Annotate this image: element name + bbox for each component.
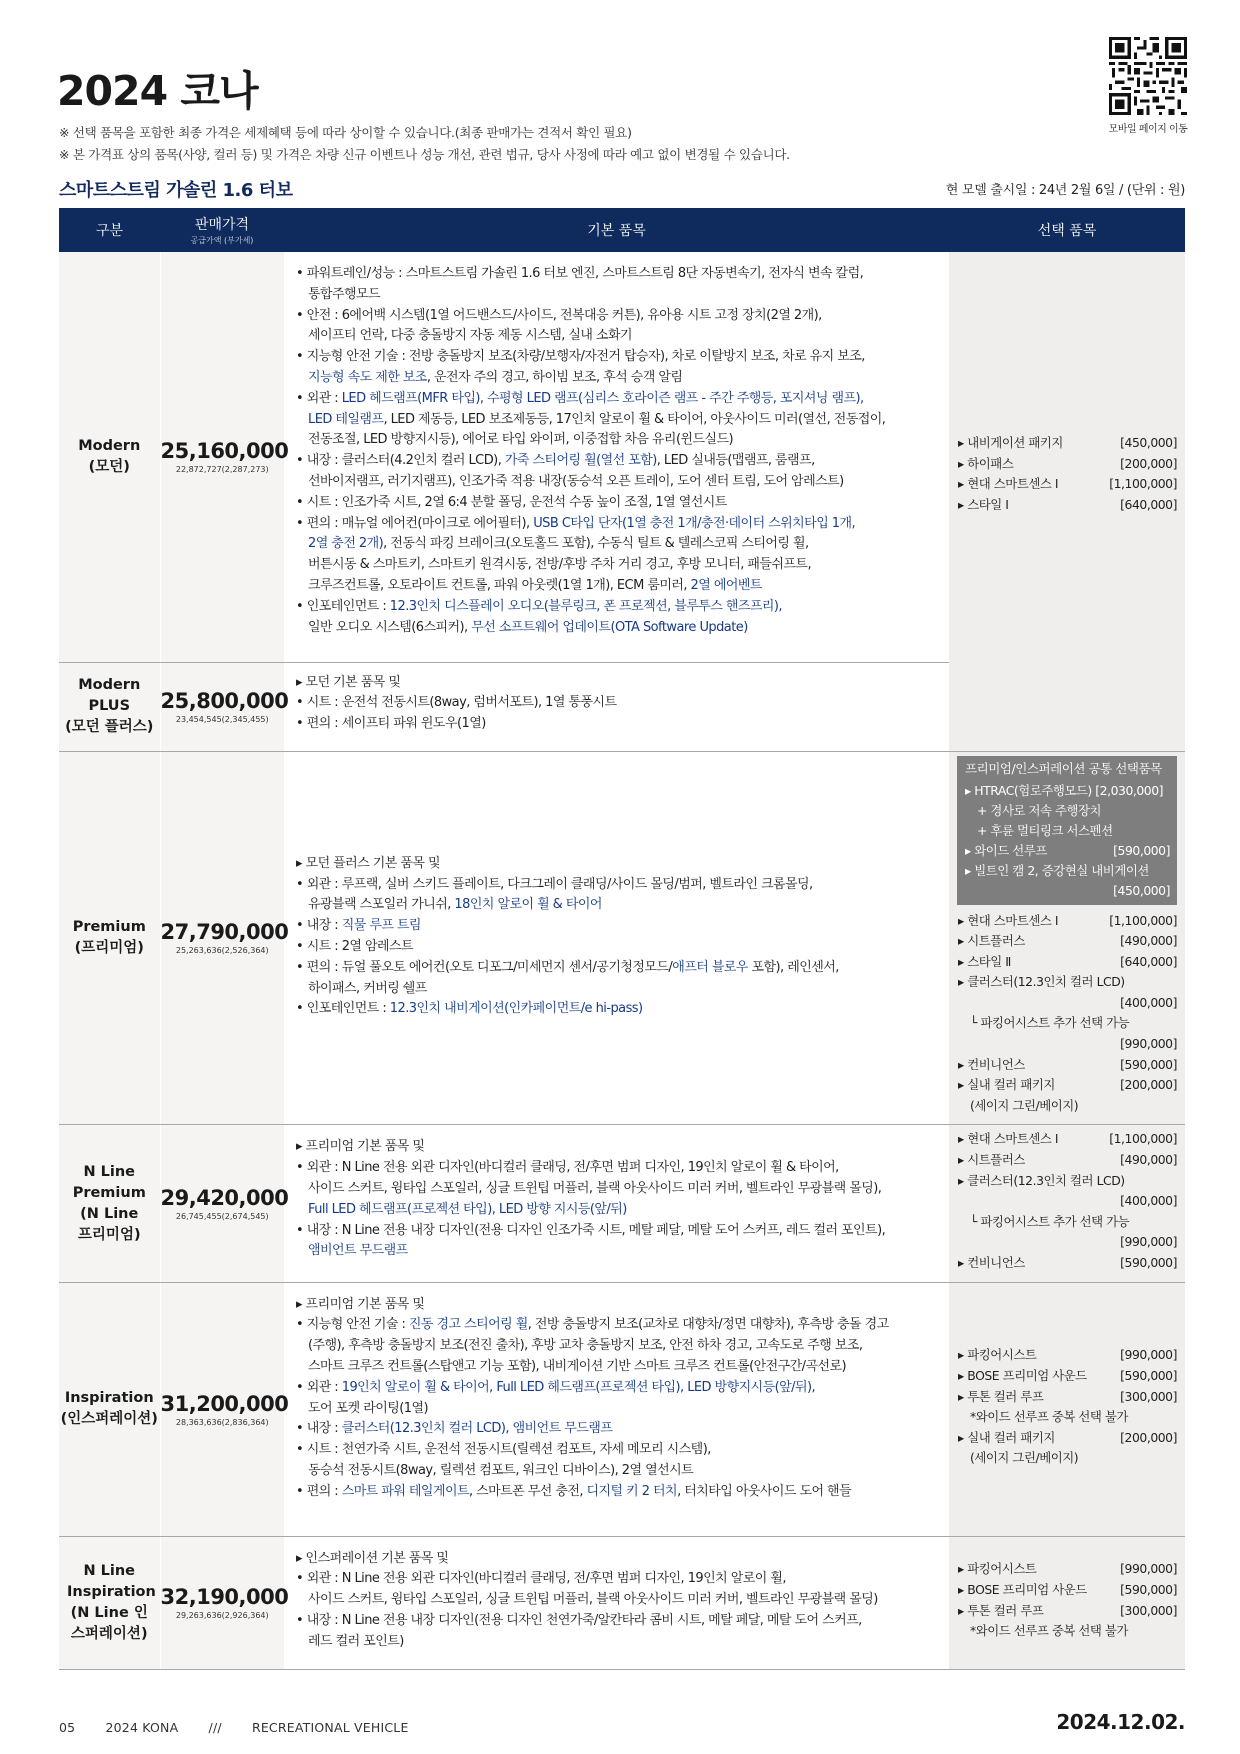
option-item[interactable]: [958, 931, 1177, 952]
common-options-title: 프리미엄/인스퍼레이션 공통 선택품목: [965, 760, 1162, 776]
option-label: ▸ 스타일 Ⅰ: [958, 496, 1009, 512]
basic-list: [296, 264, 935, 638]
table-row-premium: [59, 751, 1185, 1125]
basic-line: (주행), 후측방 충돌방지 보조(전진 출차), 후방 교차 충돌방지 보조, 안전 하차 경고, 고속도로 주행 보조,: [308, 1338, 863, 1354]
option-item[interactable]: [958, 1580, 1177, 1601]
notes: [59, 122, 790, 166]
price-main: 32,190,000: [160, 1585, 289, 1610]
basic-text: • 외관 :: [296, 1379, 342, 1395]
option-label: ▸ BOSE 프리미엄 사운드: [958, 1367, 1087, 1383]
trim-name-en: Inspiration: [64, 1390, 154, 1407]
basic-line: [296, 451, 935, 472]
basic-line: 세이프티 언락, 다중 충돌방지 자동 제동 시스템, 실내 소화기: [308, 328, 633, 344]
highlight-text: 2열 충전 2개): [308, 536, 384, 552]
option-list: [949, 433, 1185, 569]
highlight-text: 12.3인치 디스플레이 오디오(블루링크, 폰 프로젝션, 블루투스 핸즈프리),: [389, 598, 782, 614]
option-items: [949, 1536, 1185, 1669]
option-item[interactable]: ▸ 클러스터(12.3인치 컬러 LCD): [958, 974, 1125, 990]
option-item[interactable]: ▸ 클러스터(12.3인치 컬러 LCD): [958, 1172, 1125, 1188]
trim-name-ko: (프리미엄): [74, 939, 144, 956]
option-price: [200,000]: [1120, 1077, 1177, 1093]
trim-price: [160, 252, 289, 662]
option-item[interactable]: [958, 495, 1177, 516]
option-note: *와이드 선루프 중복 선택 불가: [970, 1623, 1128, 1639]
option-label: ▸ 시트플러스: [958, 933, 1025, 949]
basic-items: [284, 751, 949, 1125]
option-price: [1,100,000]: [1109, 476, 1177, 492]
basic-text: • 편의 : 매뉴얼 에어컨(마이크로 에어필터),: [296, 515, 534, 531]
option-item[interactable]: [958, 952, 1177, 973]
option-label: ▸ 현대 스마트센스 Ⅰ: [958, 1131, 1059, 1147]
option-sub: + 후륜 멀티링크 서스펜션: [977, 822, 1113, 838]
trim-name-ko: (모던): [88, 458, 130, 475]
trim-name: [59, 1536, 160, 1669]
basic-line: • 외관 : 루프랙, 실버 스키드 플레이트, 다크그레이 클래딩/사이드 몰딩/범퍼, 벨트라인 크롬몰딩,: [296, 876, 813, 892]
basic-line: 버튼시동 & 스마트키, 스마트키 원격시동, 전방/후방 주차 거리 경고, 후방 모니터, 패들쉬프트,: [308, 557, 812, 573]
basic-line: • 시트 : 운전석 전동시트(8way, 럼버서포트), 1열 통풍시트: [296, 695, 617, 711]
basic-items: [284, 662, 949, 751]
option-note: └ 파킹어시스트 추가 선택 가능: [970, 1213, 1130, 1229]
option-price: [590,000]: [1113, 842, 1170, 858]
basic-line: 사이드 스커트, 윙타입 스포일러, 싱글 트윈팁 머플러, 블랙 아웃사이드 미러 커버, 벨트라인 무광블랙 몰딩),: [308, 1181, 882, 1197]
price-supply: 26,745,455(2,674,545): [175, 1212, 269, 1222]
option-item[interactable]: [958, 433, 1177, 454]
price-supply: 29,263,636(2,926,364): [175, 1611, 269, 1621]
common-options-box: [957, 756, 1177, 905]
highlight-text: 가죽 스티어링 휠(열선 포함): [504, 453, 657, 469]
trim-name-ko: (N Line 인스퍼레이션): [70, 1604, 148, 1642]
option-price: [1,100,000]: [1109, 912, 1177, 928]
highlight-text: 지능형 속도 제한 보조: [308, 369, 427, 385]
basic-list: [296, 1137, 935, 1262]
trim-name-ko: (인스퍼레이션): [60, 1411, 158, 1428]
option-price: [990,000]: [1120, 1347, 1177, 1363]
basic-line: [296, 1482, 935, 1503]
price-supply: 23,454,545(2,345,455): [175, 715, 269, 724]
header-price: [160, 208, 284, 252]
option-item[interactable]: [965, 841, 1170, 861]
option-list: [949, 911, 1185, 1125]
option-price: [200,000]: [1120, 455, 1177, 471]
basic-line: [296, 368, 935, 389]
option-label: ▸ 파킹어시스트: [958, 1347, 1037, 1363]
basic-line: 전동조절, LED 방향지시등), 에어로 타입 와이퍼, 이중접합 차음 유리(윈드실드): [308, 432, 734, 448]
basic-text: , 운전자 주의 경고, 하이빔 보조, 후석 승객 알림: [426, 369, 683, 385]
basic-text: • 내장 :: [296, 918, 342, 934]
option-label: ▸ 현대 스마트센스 Ⅰ: [958, 476, 1059, 492]
basic-line: 동승석 전동시트(8way, 릴렉션 컴포트, 워크인 디바이스), 2열 열선시트: [308, 1462, 694, 1478]
table-header-row: [59, 208, 1185, 252]
basic-line: ▸ 프리미엄 기본 품목 및: [296, 1139, 425, 1155]
basic-line: [296, 958, 935, 979]
basic-line: [296, 576, 935, 597]
basic-line: • 시트 : 천연가죽 시트, 운전석 전동시트(릴렉션 컴포트, 자세 메모리 시스템),: [296, 1442, 711, 1458]
header-basic: 기본 품목: [284, 208, 949, 252]
highlight-text: 스마트 파워 테일게이트: [341, 1483, 469, 1499]
option-item[interactable]: [958, 911, 1177, 932]
basic-line: • 편의 : 세이프티 파워 윈도우(1열): [296, 716, 486, 732]
basic-items: [284, 252, 949, 662]
option-label: ▸ 현대 스마트센스 Ⅰ: [958, 912, 1059, 928]
basic-text: , 전방 충돌방지 보조(교차로 대향차/정면 대향차), 후측방 충돌 경고: [527, 1317, 889, 1333]
footer-separator: ///: [208, 1720, 222, 1735]
basic-list: [296, 673, 935, 735]
highlight-text: 앰비언트 무드램프: [308, 1243, 408, 1259]
option-items: [949, 252, 1185, 751]
option-price: [200,000]: [1120, 1429, 1177, 1445]
option-label: ▸ 스타일 Ⅱ: [958, 953, 1011, 969]
option-items: [949, 1282, 1185, 1536]
option-items: [949, 751, 1185, 1125]
highlight-text: 디지털 키 2 터치: [586, 1483, 678, 1499]
option-list: [949, 1341, 1185, 1477]
option-label: ▸ 파킹어시스트: [958, 1561, 1037, 1577]
highlight-text: LED 테일램프: [308, 411, 384, 427]
trim-name: [59, 1282, 160, 1536]
highlight-text: 진동 경고 스티어링 휠: [408, 1317, 528, 1333]
trim-name: [59, 1125, 160, 1282]
trim-name: [59, 751, 160, 1125]
option-price: [590,000]: [1120, 1367, 1177, 1383]
option-item[interactable]: ▸ HTRAC(험로주행모드) [2,030,000]: [965, 782, 1164, 798]
option-price: [590,000]: [1120, 1056, 1177, 1072]
option-price: [400,000]: [1120, 1193, 1177, 1209]
option-label: ▸ 와이드 선루프: [965, 842, 1047, 858]
basic-line: [296, 534, 935, 555]
option-item[interactable]: [958, 1366, 1177, 1387]
basic-line: 레드 컬러 포인트): [308, 1633, 404, 1649]
option-item[interactable]: [958, 1428, 1177, 1449]
highlight-text: 클러스터(12.3인치 컬러 LCD), 앰비언트 무드램프: [341, 1421, 613, 1437]
footer: [59, 1720, 435, 1735]
basic-line: [296, 1419, 935, 1440]
note-1: ※ 선택 품목을 포함한 최종 가격은 세제혜택 등에 따라 상이할 수 있습니다.(최종 판매가는 견적서 확인 필요): [59, 125, 632, 140]
page-title: 2024 코나: [57, 67, 258, 115]
trim-price: [160, 751, 289, 1125]
highlight-text: 12.3인치 내비게이션(인카페이먼트/e hi-pass): [389, 1001, 643, 1017]
basic-text: • 편의 : 듀얼 풀오토 에어컨(오토 디포그/미세먼지 센서/공기청정모드/: [296, 959, 673, 975]
basic-line: [296, 1315, 935, 1336]
option-item[interactable]: [958, 1129, 1177, 1150]
table-row-nline-premium: [59, 1125, 1185, 1282]
basic-line: • 시트 : 인조가죽 시트, 2열 6:4 분할 폴딩, 운전석 수동 높이 조절, 1열 열선시트: [296, 494, 727, 510]
basic-text: • 인포테인먼트 :: [296, 598, 390, 614]
trim-name-en: N Line Premium: [72, 1163, 146, 1201]
option-price: [640,000]: [1120, 496, 1177, 512]
trim-price: [160, 1125, 289, 1282]
basic-line: • 외관 : N Line 전용 외관 디자인(바디컬러 클래딩, 전/후면 범퍼 디자인, 19인치 알로이 휠 & 타이어,: [296, 1160, 839, 1176]
option-label: ▸ 투톤 컬러 루프: [958, 1602, 1044, 1618]
trim-name-ko: (N Line 프리미엄): [77, 1205, 141, 1243]
basic-line: [296, 916, 935, 937]
highlight-text: 무선 소프트웨어 업데이트(OTA Software Update): [471, 619, 748, 635]
basic-text: • 내장 :: [296, 1421, 342, 1437]
option-label: ▸ 실내 컬러 패키지: [958, 1077, 1055, 1093]
option-list: [949, 1125, 1185, 1281]
option-item[interactable]: [958, 1055, 1177, 1076]
footer-date: 2024.12.02.: [1056, 1710, 1185, 1734]
highlight-text: Full LED 헤드램프(프로젝션 타입), LED 방향 지시등(앞/뒤): [308, 1201, 627, 1217]
option-item[interactable]: [958, 1150, 1177, 1171]
basic-text: , 전동식 파킹 브레이크(오토홀드 포함), 수동식 틸트 & 텔레스코픽 스티어링 휠,: [383, 536, 809, 552]
price-main: 27,790,000: [160, 920, 289, 945]
option-price: [640,000]: [1120, 953, 1177, 969]
option-item[interactable]: ▸ 빌트인 캠 2, 증강현실 내비게이션: [965, 862, 1149, 878]
basic-line: [296, 895, 935, 916]
option-list: [949, 1555, 1185, 1649]
price-supply: 22,872,727(2,287,273): [175, 465, 269, 475]
option-label: ▸ 하이패스: [958, 455, 1014, 471]
option-price: [490,000]: [1120, 933, 1177, 949]
header-price-sub: 공급가액 (부가세): [190, 236, 254, 245]
option-label: ▸ 실내 컬러 패키지: [958, 1429, 1055, 1445]
option-price: [300,000]: [1120, 1602, 1177, 1618]
basic-text: , LED 실내등(맵램프, 룸램프,: [656, 453, 815, 469]
basic-items: [284, 1125, 949, 1282]
basic-line: 하이패스, 커버링 쉘프: [308, 980, 427, 996]
option-item[interactable]: [958, 1559, 1177, 1580]
basic-text: • 인포테인먼트 :: [296, 1001, 390, 1017]
basic-text: • 편의 :: [296, 1483, 342, 1499]
trim-name: [59, 662, 160, 751]
basic-line: • 파워트레인/성능 : 스마트스트림 가솔린 1.6 터보 엔진, 스마트스트림 8단 자동변속기, 전자식 변속 칼럼,: [296, 266, 864, 281]
basic-line: • 안전 : 6에어백 시스템(1열 어드밴스드/사이드, 전복대응 커튼), 유아용 시트 고정 장치(2열 2개),: [296, 307, 822, 323]
trim-name-en: Modern PLUS: [78, 677, 141, 714]
option-price: [590,000]: [1120, 1582, 1177, 1597]
header-gubun: 구분: [59, 208, 160, 252]
footer-page-number: 05: [59, 1720, 76, 1735]
basic-text: 일반 오디오 시스템(6스피커),: [308, 619, 472, 635]
basic-line: 선바이저램프, 러기지램프), 인조가죽 적용 내장(동승석 오픈 트레이, 도어 센터 트림, 도어 암레스트): [308, 473, 844, 489]
trim-name-en: N Line Inspiration: [67, 1562, 156, 1600]
option-price: [300,000]: [1120, 1388, 1177, 1404]
engine-subtitle: 스마트스트림 가솔린 1.6 터보: [59, 180, 293, 201]
basic-items: [284, 1536, 949, 1669]
footer-category: RECREATIONAL VEHICLE: [251, 1720, 409, 1735]
release-info: 현 모델 출시일 : 24년 2월 6일 / (단위 : 원): [945, 183, 1185, 198]
basic-text: 크루즈컨트롤, 오토라이트 컨트롤, 파워 아웃렛(1열 1개), ECM 룸미러,: [308, 577, 691, 593]
trim-price: [160, 662, 289, 751]
price-main: 25,160,000: [160, 439, 289, 464]
option-price: [990,000]: [1120, 1561, 1177, 1577]
option-item[interactable]: [958, 1075, 1177, 1096]
option-label: ▸ BOSE 프리미엄 사운드: [958, 1582, 1087, 1597]
basic-line: • 외관 : N Line 전용 외관 디자인(바디컬러 클래딩, 전/후면 범퍼 디자인, 19인치 알로이 휠,: [296, 1571, 786, 1587]
basic-line: 도어 포켓 라이팅(1열): [308, 1400, 428, 1416]
basic-line: • 내장 : N Line 전용 내장 디자인(전용 디자인 천연가죽/알칸타라 콤비 시트, 메탈 페달, 메탈 도어 스커프,: [296, 1612, 862, 1628]
basic-line: • 내장 : N Line 전용 내장 디자인(전용 디자인 인조가죽 시트, 메탈 페달, 메탈 도어 스커프, 레드 컬러 포인트),: [296, 1222, 886, 1238]
highlight-text: 직물 루프 트림: [341, 918, 421, 934]
basic-line: [296, 514, 935, 535]
price-supply: 28,363,636(2,836,364): [175, 1417, 269, 1427]
option-label: ▸ 컨비니언스: [958, 1056, 1025, 1072]
option-price: [450,000]: [1120, 435, 1177, 451]
basic-text: 포함), 레인센서,: [747, 959, 839, 975]
table-row-inspiration: [59, 1282, 1185, 1536]
price-main: 31,200,000: [160, 1391, 289, 1416]
basic-line: • 지능형 안전 기술 : 전방 충돌방지 보조(차량/보행자/자전거 탑승자), 차로 이탈방지 보조, 차로 유지 보조,: [296, 349, 865, 365]
trim-price: [160, 1282, 289, 1536]
basic-line: 통합주행모드: [308, 286, 381, 302]
basic-line: [296, 1378, 935, 1399]
option-price: [400,000]: [1120, 994, 1177, 1010]
option-label: ▸ 내비게이션 패키지: [958, 435, 1063, 451]
option-label: ▸ 투톤 컬러 루프: [958, 1388, 1044, 1404]
highlight-text: LED 헤드램프(MFR 타입), 수평형 LED 램프(심리스 호라이즌 램프 - 주간 주행등, 포지셔닝 램프),: [341, 390, 864, 406]
trim-price: [160, 1536, 289, 1669]
basic-items: [284, 1282, 949, 1536]
option-note: *와이드 선루프 중복 선택 불가: [970, 1409, 1128, 1425]
basic-line: • 시트 : 2열 암레스트: [296, 938, 414, 954]
option-item[interactable]: [958, 454, 1177, 475]
price-main: 25,800,000: [160, 689, 289, 713]
highlight-text: 애프터 블로우: [672, 959, 748, 975]
qr-block[interactable]: [1105, 37, 1191, 135]
highlight-text: 2열 에어벤트: [690, 577, 762, 593]
basic-list: [296, 1295, 935, 1503]
price-main: 29,420,000: [160, 1186, 289, 1211]
trim-name-en: Premium: [72, 918, 146, 935]
option-sub: (세이지 그린/베이지): [970, 1097, 1079, 1113]
basic-line: 사이드 스커트, 윙타입 스포일러, 싱글 트윈팁 머플러, 블랙 아웃사이드 미러 커버, 벨트라인 무광블랙 몰딩): [308, 1592, 878, 1608]
basic-line: [296, 999, 935, 1020]
option-price: [990,000]: [1120, 1036, 1177, 1052]
header-option: 선택 품목: [949, 208, 1185, 252]
option-items: [949, 1125, 1185, 1282]
basic-line: [296, 597, 935, 618]
basic-text: • 지능형 안전 기술 :: [296, 1317, 409, 1333]
option-note: └ 파킹어시스트 추가 선택 가능: [970, 1015, 1130, 1031]
option-label: ▸ 컨비니언스: [958, 1255, 1025, 1270]
basic-line: [296, 618, 935, 639]
option-price: [1,100,000]: [1109, 1131, 1177, 1147]
header-price-label: 판매가격: [194, 217, 250, 233]
basic-line: ▸ 모던 플러스 기본 품목 및: [296, 855, 440, 871]
basic-line: [296, 389, 935, 410]
basic-line: [296, 410, 935, 431]
basic-list: [296, 1549, 935, 1653]
basic-text: • 외관 :: [296, 390, 342, 406]
option-sub: + 경사로 저속 주행장치: [977, 802, 1102, 818]
basic-line: ▸ 모던 기본 품목 및: [296, 674, 401, 690]
option-item[interactable]: [958, 1345, 1177, 1366]
option-price: [490,000]: [1120, 1152, 1177, 1168]
trim-name-ko: (모던 플러스): [65, 719, 154, 735]
option-price: [990,000]: [1120, 1234, 1177, 1250]
option-item[interactable]: [958, 1387, 1177, 1408]
highlight-text: USB C타입 단자(1열 충전 1개/충전·데이터 스위치타입 1개,: [533, 515, 856, 531]
price-table: [59, 208, 1185, 1670]
option-price: [590,000]: [1120, 1255, 1177, 1270]
trim-name: [59, 252, 160, 662]
basic-text: 유광블랙 스포일러 가니쉬,: [308, 897, 455, 913]
option-sub: (세이지 그린/베이지): [970, 1450, 1079, 1466]
qr-label: 모바일 페이지 이동: [1108, 124, 1188, 135]
highlight-text: 19인치 알로이 휠 & 타이어, Full LED 헤드램프(프로젝션 타입), LED 방향지시등(앞/뒤),: [341, 1379, 816, 1395]
basic-line: ▸ 프리미엄 기본 품목 및: [296, 1296, 425, 1312]
qr-code-icon[interactable]: [1109, 37, 1187, 115]
trim-name-en: Modern: [78, 437, 141, 454]
option-item[interactable]: [958, 1601, 1177, 1622]
basic-line: ▸ 인스퍼레이션 기본 품목 및: [296, 1550, 449, 1566]
price-supply: 25,263,636(2,526,364): [175, 946, 269, 956]
option-label: ▸ 시트플러스: [958, 1152, 1025, 1168]
basic-text: , 스마트폰 무선 충전,: [468, 1483, 587, 1499]
footer-model: 2024 KONA: [105, 1720, 179, 1735]
option-item[interactable]: [958, 474, 1177, 495]
basic-text: , LED 제동등, LED 보조제동등, 17인치 알로이 휠 & 타이어, 아웃사이드 미러(열선, 전동접이,: [383, 411, 886, 427]
note-2: ※ 본 가격표 상의 품목(사양, 컬러 등) 및 가격은 차량 신규 이벤트나 성능 개선, 관련 법규, 당사 사정에 따라 예고 없이 변경될 수 있습니다.: [59, 147, 790, 162]
table-row-nline-inspiration: [59, 1536, 1185, 1669]
basic-text: • 내장 : 클러스터(4.2인치 컬러 LCD),: [296, 453, 505, 469]
basic-list: [296, 854, 935, 1020]
option-item[interactable]: [958, 1253, 1177, 1274]
table-row-modern: [59, 252, 1185, 662]
option-price: [450,000]: [1113, 882, 1170, 898]
basic-line: 스마트 크루즈 컨트롤(스탑앤고 기능 포함), 내비게이션 기반 스마트 크루즈 컨트롤(안전구간/곡선로): [308, 1358, 847, 1374]
basic-text: , 터치타입 아웃사이드 도어 핸들: [677, 1483, 852, 1499]
highlight-text: 18인치 알로이 휠 & 타이어: [454, 897, 602, 913]
